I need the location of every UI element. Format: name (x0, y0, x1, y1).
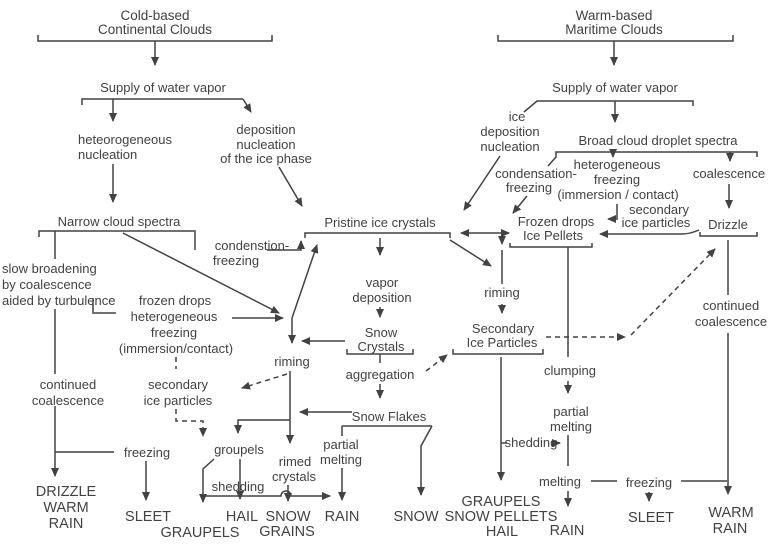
label-slow-broadening-2: by coalescence (2, 277, 92, 292)
output-graupels-snowpellets-hail-1: GRAUPELS (461, 494, 541, 510)
label-slow-broadening-3: aided by turbulence (2, 293, 116, 308)
label-groupels: groupels (214, 442, 264, 457)
output-snow-grains-1: SNOW (265, 509, 311, 525)
bracket-cold-supply (82, 99, 243, 105)
dashed-secondary-left-to-groupels (176, 409, 203, 436)
arrow-snowflakes-to-snow (421, 426, 432, 495)
node-narrow-cloud-spectra: Narrow cloud spectra (57, 214, 181, 229)
arrow-junction-to-pristine (292, 245, 317, 318)
dashed-aggregation-to-secondary-right (426, 355, 447, 371)
output-snow: SNOW (393, 509, 439, 525)
node-snow-crystals-2: Crystals (357, 339, 405, 354)
label-melting: melting (539, 474, 581, 489)
label-condensation-freezing-2: freezing (505, 180, 553, 195)
label-het-nucleation-1: heteorogeneous (78, 132, 172, 147)
output-graupels-snowpellets-hail-2: SNOW PELLETS (444, 509, 558, 525)
arrow-condfrz-to-frozen (513, 196, 527, 213)
arrow-icedep-to-pristine (464, 156, 500, 210)
label-shedding-left: shedding (211, 479, 265, 494)
label-condenstion-freezing-2: freezing (212, 253, 260, 268)
label-riming-right: riming (484, 285, 520, 300)
label-partial-melting-right-2: melting (550, 419, 592, 434)
label-coalescence: coalescence (692, 166, 766, 181)
label-het-freezing-1: heterogeneous (573, 157, 661, 172)
label-continued-right-2: coalescence (694, 314, 768, 329)
label-aggregation: aggregation (345, 367, 415, 382)
label-het-nucleation-2: nucleation (78, 147, 138, 162)
node-secondary-ice-particles-2: Ice Particles (466, 335, 538, 350)
node-snow-crystals-1: Snow (364, 325, 398, 340)
arrow-hetfrz-to-frozen (608, 204, 617, 219)
label-riming-left: riming (274, 354, 310, 369)
arrow-riming-to-groupels (238, 420, 290, 433)
output-snow-grains-2: GRAINS (259, 524, 315, 540)
output-graupels-snowpellets-hail-3: HAIL (485, 524, 519, 540)
label-dep-nucleation-3: of the ice phase (220, 151, 312, 166)
output-warm-rain-2: RAIN (712, 521, 748, 537)
label-freezing-right: freezing (625, 475, 673, 490)
output-rain-left: RAIN (324, 509, 360, 525)
node-warm-supply: Supply of water vapor (552, 80, 678, 95)
label-ice-deposition-3: nucleation (480, 139, 540, 154)
edges (35, 35, 760, 506)
node-warm-title-line2: Maritime Clouds (565, 22, 663, 37)
label-freezing-left: freezing (123, 445, 171, 460)
node-broad-droplet-spectra: Broad cloud droplet spectra (578, 133, 738, 148)
label-condensation-freezing-1: condensation- (495, 166, 577, 181)
bracket-warm-supply (524, 101, 693, 112)
output-drizzle-warm-rain-3: RAIN (48, 516, 84, 532)
label-clumping: clumping (543, 363, 597, 378)
label-frozen-drops-3: freezing (150, 325, 198, 340)
node-snow-flakes: Snow Flakes (351, 409, 427, 424)
label-frozen-drops-2: heterogeneous (130, 309, 218, 324)
node-frozen-drops: Frozen drops (517, 214, 595, 229)
node-ice-pellets: Ice Pellets (523, 228, 583, 243)
label-continued-left-1: continued (39, 377, 97, 392)
label-ice-deposition-1: ice (508, 109, 526, 124)
bracket-ice-pellets (510, 243, 592, 247)
node-cold-title-line2: Continental Clouds (97, 22, 213, 37)
arrow-pristine-to-riming-right (450, 240, 491, 266)
dashed-riming-to-secondary-left (242, 374, 287, 388)
label-continued-left-2: coalescence (31, 393, 105, 408)
labels (2, 8, 767, 541)
label-secondary-left-2: ice particles (143, 393, 213, 408)
bracket-pristine (305, 233, 450, 238)
output-drizzle-warm-rain-1: DRIZZLE (35, 484, 97, 500)
bracket-drizzle (700, 232, 757, 236)
node-pristine-ice-crystals: Pristine ice crystals (324, 215, 436, 230)
node-drizzle: Drizzle (708, 217, 748, 232)
label-rimed-crystals-2: crystals (271, 469, 317, 484)
arrow-drizzle-to-icepellets (600, 230, 699, 234)
output-sleet-right: SLEET (628, 510, 674, 526)
output-hail-left: HAIL (225, 509, 259, 525)
label-shedding-right: shedding (504, 435, 558, 450)
label-partial-melting-right-1: partial (553, 404, 589, 419)
label-condenstion-freezing-1: condenstion- (214, 238, 290, 253)
label-ice-deposition-2: deposition (480, 124, 540, 139)
node-warm-title-line1: Warm-based (575, 8, 653, 23)
output-rain-right: RAIN (549, 523, 585, 539)
label-slow-broadening-1: slow broadening (2, 261, 97, 276)
label-vapor-deposition-2: deposition (352, 290, 412, 305)
label-partial-melting-left-2: melting (320, 452, 362, 467)
label-het-freezing-2: freezing (593, 172, 641, 187)
node-cold-supply: Supply of water vapor (100, 80, 226, 95)
label-het-freezing-3: (immersion / contact) (557, 187, 679, 202)
node-secondary-ice-particles-1: Secondary (471, 321, 535, 336)
node-cold-title-line1: Cold-based (120, 8, 190, 23)
label-secondary-right-1: secondary (629, 202, 689, 217)
bracket-narrow-spectra (39, 231, 195, 237)
label-dep-nucleation-2: nucleation (236, 137, 296, 152)
output-sleet-left: SLEET (125, 509, 171, 525)
label-rimed-crystals-1: rimed (278, 454, 312, 469)
label-continued-right-1: continued (702, 298, 760, 313)
label-secondary-left-1: secondary (148, 377, 208, 392)
output-warm-rain-1: WARM (708, 505, 754, 521)
label-dep-nucleation-1: deposition (236, 122, 296, 137)
arrow-dep-nucleation-to-pristine (279, 167, 302, 206)
output-graupels-left: GRAUPELS (160, 525, 240, 541)
label-vapor-deposition-1: vapor (365, 275, 399, 290)
label-frozen-drops-4: (immersion/contact) (118, 341, 234, 356)
output-drizzle-warm-rain-2: WARM (43, 500, 89, 516)
label-frozen-drops-1: frozen drops (138, 293, 212, 308)
arrow-supply-to-deposition-nucleation (243, 99, 251, 112)
label-partial-melting-left-1: partial (323, 437, 359, 452)
label-secondary-right-2: ice particles (621, 215, 691, 230)
